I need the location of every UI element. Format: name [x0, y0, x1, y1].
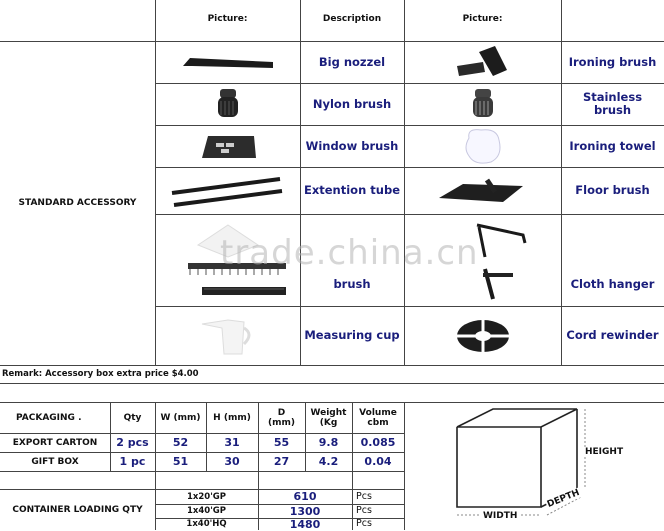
packaging-cell: 30 [224, 455, 240, 468]
depth-label: DEPTH [545, 487, 582, 510]
width-label: WIDTH [483, 511, 518, 521]
container-loading-label: CONTAINER LOADING QTY [12, 504, 143, 515]
packaging-cell: 4.2 [318, 455, 339, 468]
header-picture-1: Picture: [207, 14, 248, 24]
container-unit: Pcs [356, 518, 372, 529]
extension-tube-image [155, 167, 300, 214]
standard-accessory-label: STANDARD ACCESSORY [18, 198, 137, 208]
container-type: 1x40'GP [186, 506, 227, 516]
packaging-header: W (mm) [160, 412, 201, 423]
accessory-name: Floor brush [575, 183, 650, 197]
packaging-cell: 9.8 [318, 436, 339, 449]
height-label: HEIGHT [585, 447, 624, 457]
header-picture-2: Picture: [462, 14, 503, 24]
big-nozzle-image [155, 41, 300, 83]
accessory-name: Measuring cup [304, 328, 400, 342]
nylon-brush-image [155, 83, 300, 125]
container-type: 1x20'GP [186, 491, 227, 502]
accessory-name: Ironing towel [569, 138, 656, 153]
cord-rewinder-image [404, 306, 561, 365]
ironing-towel-image [404, 125, 561, 167]
packaging-header: Volume cbm [359, 407, 397, 428]
accessory-name: Window brush [305, 138, 399, 153]
accessory-name: brush [333, 276, 371, 291]
container-qty: 610 [293, 490, 317, 503]
accessory-name: Cloth hanger [570, 276, 655, 291]
packaging-cell: 31 [224, 436, 240, 449]
container-unit: Pcs [356, 505, 372, 516]
accessory-name: Nylon brush [312, 96, 392, 111]
packaging-cell: 55 [273, 436, 290, 449]
container-unit: Pcs [356, 490, 372, 502]
packaging-cell: 0.04 [364, 455, 392, 468]
accessory-name: Extention tube [303, 183, 400, 197]
remark-text: Remark: Accessory box extra price $4.00 [2, 369, 199, 379]
packaging-cell: 2 pcs [116, 436, 149, 449]
accessory-name: Cord rewinder [566, 328, 659, 342]
packaging-header: H (mm) [213, 412, 251, 423]
packaging-cell: 27 [273, 455, 290, 468]
stainless-brush-image [404, 83, 561, 125]
packaging-cell: 0.085 [360, 436, 396, 449]
accessory-name: Ironing brush [568, 54, 657, 69]
container-qty: 1300 [289, 504, 321, 518]
header-description: Description [322, 14, 382, 24]
packaging-header: D (mm) [268, 407, 295, 428]
packaging-cell: 1 pc [119, 455, 146, 468]
packaging-header: Weight (Kg [310, 407, 347, 428]
packaging-row-name: GIFT BOX [31, 456, 79, 467]
measuring-cup-image [155, 306, 300, 365]
accessory-name: Stainless brush [582, 90, 643, 117]
box-dimension-diagram [405, 403, 664, 530]
container-type: 1x40'HQ [186, 519, 227, 529]
packaging-row-name: EXPORT CARTON [12, 437, 98, 448]
accessory-name: Big nozzel [318, 54, 386, 69]
packaging-header: PACKAGING . [16, 412, 82, 423]
watermark: trade.china.cn [220, 233, 479, 273]
container-qty: 1480 [289, 517, 321, 531]
floor-brush-image [404, 167, 561, 214]
window-brush-image [155, 125, 300, 167]
packaging-header: Qty [123, 412, 142, 423]
packaging-cell: 52 [172, 436, 189, 449]
ironing-brush-image [404, 41, 561, 83]
packaging-cell: 51 [172, 455, 189, 468]
